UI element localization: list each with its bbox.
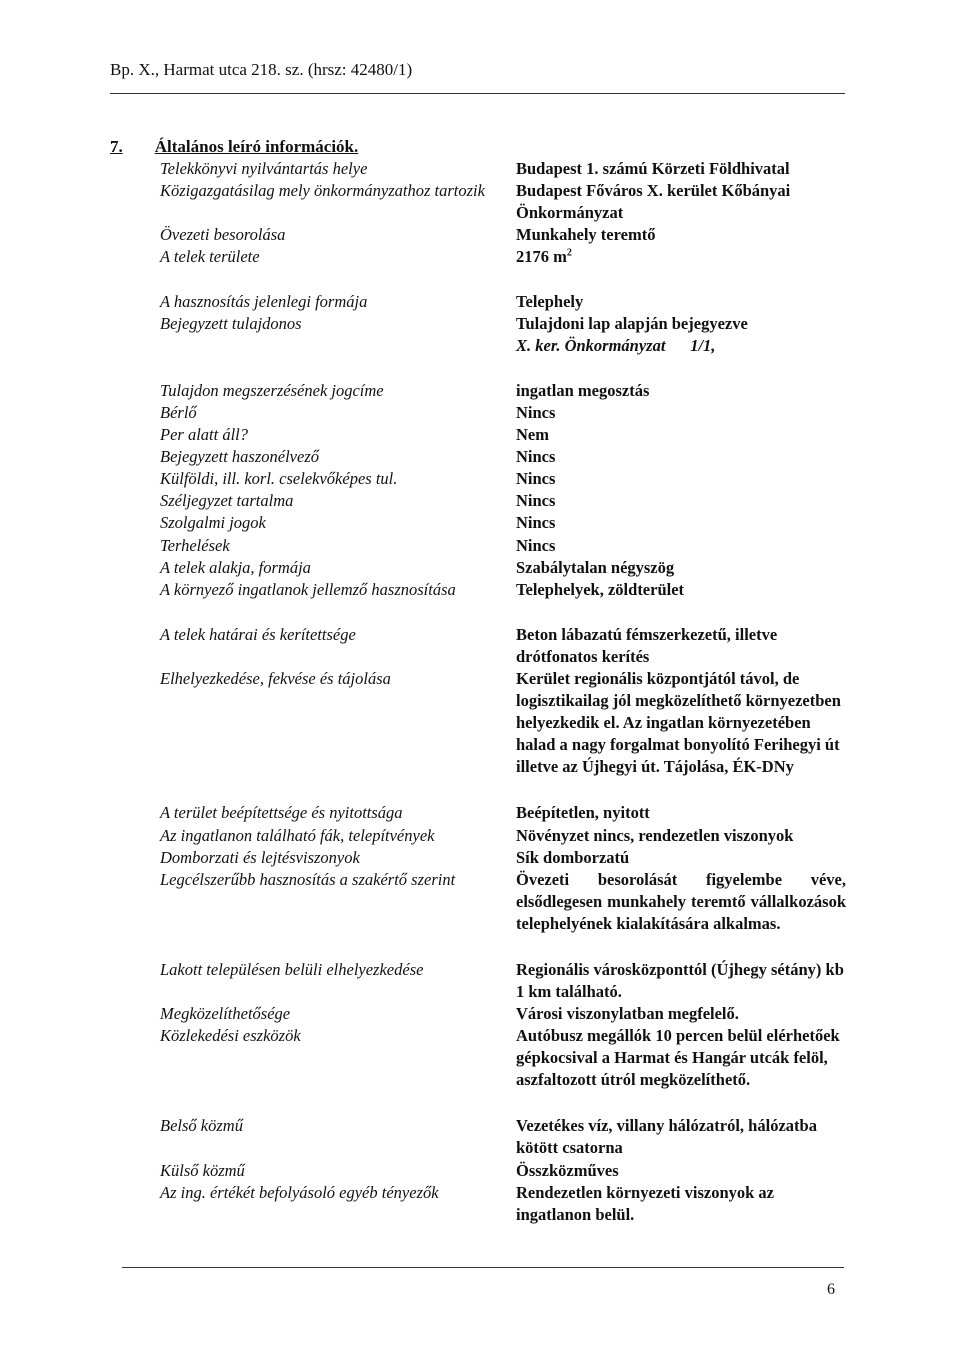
plot-area-unit-exponent: 2: [566, 247, 572, 259]
section-number: 7.: [110, 137, 123, 156]
footer-divider: [122, 1267, 844, 1268]
label-plot-area: A telek területe: [160, 247, 260, 266]
value-boundaries: Beton lábazatú fémszerkezetű, illetve drótfonatos kerítés: [516, 625, 778, 666]
value-registered-owner: [516, 313, 846, 357]
label-land-registry: Telekkönyvi nyilvántartás helye: [160, 159, 368, 178]
header-divider: [110, 93, 845, 94]
value-easements: Nincs: [516, 513, 556, 532]
value-settlement-location: Regionális városközponttól (Újhegy sétány) kb 1 km található.: [516, 960, 844, 1001]
label-terrain: Domborzati és lejtésviszonyok: [160, 848, 360, 867]
label-current-use: A hasznosítás jelenlegi formája: [160, 292, 368, 311]
value-transport: Autóbusz megállók 10 percen belül elérhetőek gépkocsival a Harmat és Hangár utcák felöl, aszfaltozott útról megközelíthető.: [516, 1026, 840, 1089]
value-land-registry: Budapest 1. számú Körzeti Földhivatal: [516, 159, 790, 178]
page-number: 6: [827, 1281, 835, 1298]
value-internal-utilities: Vezetékes víz, villany hálózatról, hálózatba kötött csatorna: [516, 1116, 817, 1157]
label-margin-note: Széljegyzet tartalma: [160, 491, 294, 510]
value-location: Kerület regionális központjától távol, de logisztikailag jól megközelíthető környezetben helyezkedik el. Az ingatlan környezetében halad a nagy forgalmat bonyolító Ferihegyi út illetve az Újhegyi út. Tájolása, ÉK-DNy: [516, 669, 841, 776]
section-title: [110, 137, 358, 157]
label-location: Elhelyezkedése, fekvése és tájolása: [160, 669, 391, 688]
value-other-factors: Rendezetlen környezeti viszonyok az ingatlanon belül.: [516, 1183, 774, 1224]
value-terrain: Sík domborzatú: [516, 848, 630, 867]
label-built-up: A terület beépítettsége és nyitottsága: [160, 803, 403, 822]
label-municipality: Közigazgatásilag mely önkormányzathoz tartozik: [160, 181, 485, 200]
value-current-use: Telephely: [516, 292, 584, 311]
label-best-use: Legcélszerűbb hasznosítás a szakértő szerint: [160, 870, 456, 889]
label-encumbrances: Terhelések: [160, 536, 230, 555]
value-ownership-title: ingatlan megosztás: [516, 381, 650, 400]
label-usufructuary: Bejegyzett haszonélvező: [160, 447, 319, 466]
label-other-factors: Az ing. értékét befolyásoló egyéb tényezők: [160, 1183, 439, 1202]
value-usufructuary: Nincs: [516, 447, 556, 466]
label-trees: Az ingatlanon található fák, telepítvények: [160, 826, 435, 845]
value-external-utilities: Összközműves: [516, 1161, 619, 1180]
value-built-up: Beépítetlen, nyitott: [516, 803, 650, 822]
value-accessibility: Városi viszonylatban megfelelő.: [516, 1004, 739, 1023]
value-tenant: Nincs: [516, 403, 556, 422]
label-settlement-location: Lakott településen belüli elhelyezkedése: [160, 960, 424, 979]
owner-registry-note: Tulajdoni lap alapján bejegyezve: [516, 314, 748, 333]
plot-area-number: 2176 m: [516, 247, 567, 266]
value-foreign-owner: Nincs: [516, 469, 556, 488]
value-zoning: Munkahely teremtő: [516, 225, 656, 244]
label-ownership-title: Tulajdon megszerzésének jogcíme: [160, 381, 384, 400]
label-easements: Szolgalmi jogok: [160, 513, 266, 532]
label-boundaries: A telek határai és kerítettsége: [160, 625, 356, 644]
value-encumbrances: Nincs: [516, 536, 556, 555]
label-zoning: Övezeti besorolása: [160, 225, 286, 244]
owner-name-share: X. ker. Önkormányzat 1/1,: [516, 336, 716, 355]
label-litigation: Per alatt áll?: [160, 425, 248, 444]
value-margin-note: Nincs: [516, 491, 556, 510]
label-external-utilities: Külső közmű: [160, 1161, 245, 1180]
label-surrounding-use: A környező ingatlanok jellemző hasznosítása: [160, 580, 456, 599]
label-registered-owner: Bejegyzett tulajdonos: [160, 314, 302, 333]
label-accessibility: Megközelíthetősége: [160, 1004, 291, 1023]
value-trees: Növényzet nincs, rendezetlen viszonyok: [516, 826, 794, 845]
label-internal-utilities: Belső közmű: [160, 1116, 243, 1135]
value-plot-area: [516, 246, 846, 268]
value-best-use: Övezeti besorolását figyelembe véve, elsődlegesen munkahely teremtő vállalkozások telephelyének kialakítására alkalmas.: [516, 870, 846, 933]
page-header: Bp. X., Harmat utca 218. sz. (hrsz: 42480/1): [110, 60, 413, 79]
value-litigation: Nem: [516, 425, 549, 444]
label-tenant: Bérlő: [160, 403, 197, 422]
section-heading: Általános leíró információk.: [154, 137, 359, 156]
label-foreign-owner: Külföldi, ill. korl. cselekvőképes tul.: [160, 469, 398, 488]
label-plot-shape: A telek alakja, formája: [160, 558, 311, 577]
value-municipality: Budapest Főváros X. kerület Kőbányai Önkormányzat: [516, 181, 791, 222]
value-plot-shape: Szabálytalan négyszög: [516, 558, 675, 577]
label-transport: Közlekedési eszközök: [160, 1026, 301, 1045]
value-surrounding-use: Telephelyek, zöldterület: [516, 580, 685, 599]
